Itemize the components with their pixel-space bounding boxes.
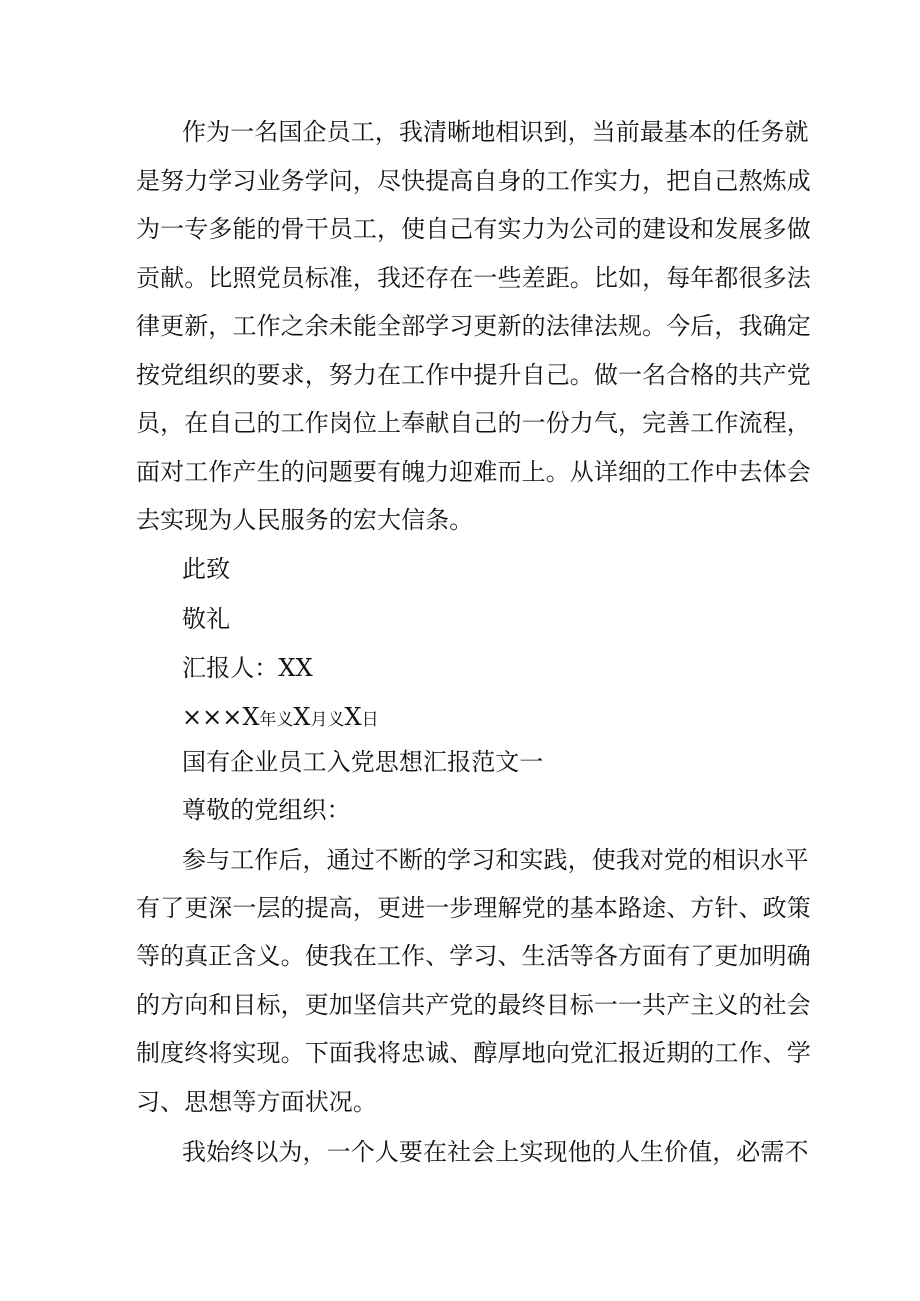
paragraph-line: 为一专多能的骨干员工，使自己有实力为公司的建设和发展多做 [136, 215, 811, 243]
paragraph-line: 制度终将实现。下面我将忠诚、醇厚地向党汇报近期的工作、学 [136, 1039, 811, 1067]
closing-text: 此致 [182, 555, 231, 583]
greeting: 尊敬的党组织： [182, 796, 351, 824]
date-month: X [293, 703, 311, 731]
date-day-unit: 日 [361, 710, 379, 730]
date-month-unit: 月义 [310, 710, 345, 730]
paragraph-line: 面对工作产生的问题要有魄力迎难而上。从详细的工作中去体会 [136, 458, 811, 486]
paragraph-line: 按党组织的要求，努力在工作中提升自己。做一名合格的共产党 [136, 361, 811, 389]
paragraph-line: 是努力学习业务学问，尽快提高自身的工作实力，把自己熬炼成 [136, 167, 811, 195]
paragraph-line: 参与工作后，通过不断的学习和实践，使我对党的相识水平 [182, 846, 809, 874]
paragraph-line: 员，在自己的工作岗位上奉献自己的一份力气，完善工作流程， [136, 409, 811, 437]
paragraph-line: 等的真正含义。使我在工作、学习、生活等各方面有了更加明确 [136, 942, 811, 970]
salute-text: 敬礼 [182, 605, 231, 633]
paragraph-line: 我始终以为，一个人要在社会上实现他的人生价值，必需不 [182, 1138, 809, 1166]
paragraph-line: 有了更深一层的提高，更进一步理解党的基本路途、方针、政策 [136, 894, 811, 922]
paragraph-line: 的方向和目标，更加坚信共产党的最终目标一一共产主义的社会 [136, 991, 811, 1019]
paragraph-line: 去实现为人民服务的宏大信条。 [136, 506, 474, 534]
paragraph-line: 律更新，工作之余未能全部学习更新的法律法规。今后，我确定 [136, 312, 811, 340]
date-line [182, 702, 379, 735]
date-year-unit: 年义 [259, 710, 294, 730]
reporter-line: 汇报人：XX [182, 654, 313, 682]
date-day: X [344, 703, 362, 731]
paragraph-line: 习、思想等方面状况。 [136, 1088, 377, 1116]
paragraph-line: 贡献。比照党员标准，我还存在一些差距。比如，每年都很多法 [136, 264, 811, 292]
date-year: ×××X [182, 703, 260, 731]
article-title: 国有企业员工入党思想汇报范文一 [182, 748, 544, 776]
paragraph-line: 作为一名国企员工，我清晰地相识到，当前最基本的任务就 [182, 118, 809, 146]
